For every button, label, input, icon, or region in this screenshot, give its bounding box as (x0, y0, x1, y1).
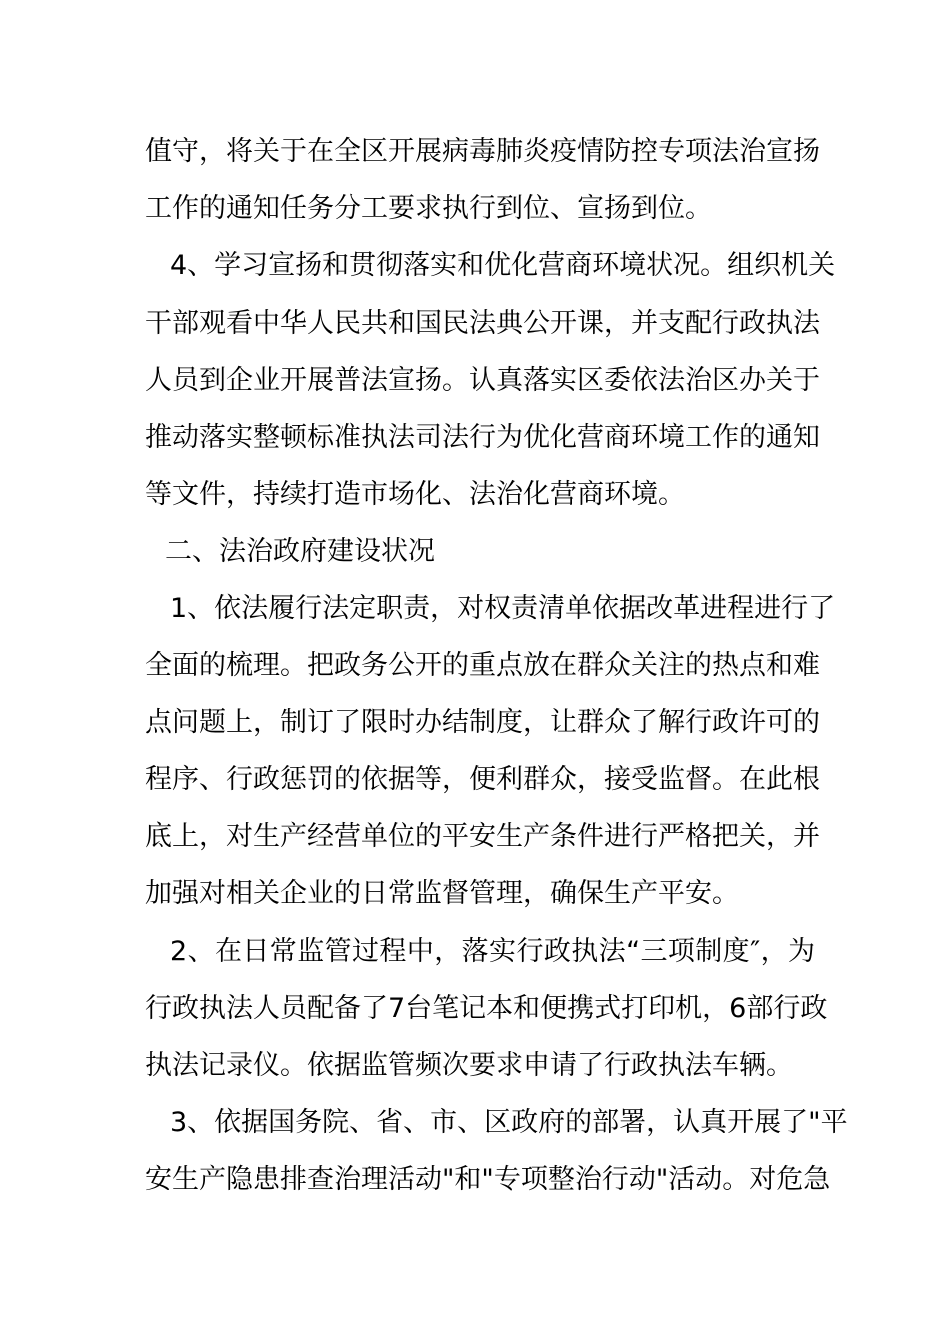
text-line: 人员到企业开展普法宣扬。认真落实区委依法治区办关于 (145, 365, 820, 396)
text-line: 2、在日常监管过程中，落实行政执法“三项制度″，为 (170, 936, 815, 967)
text-line: 1、依法履行法定职责，对权责清单依据改革进程进行了 (170, 593, 836, 624)
text-line: 底上，对生产经营单位的平安生产条件进行严格把关，并 (145, 821, 820, 852)
text-line: 程序、行政惩罚的依据等，便利群众，接受监督。在此根 (145, 764, 820, 795)
text-line: 3、依据国务院、省、市、区政府的部署，认真开展了"平 (170, 1107, 848, 1138)
section-heading: 二、法治政府建设状况 (165, 536, 435, 567)
text-line: 工作的通知任务分工要求执行到位、宣扬到位。 (145, 193, 712, 224)
text-line: 推动落实整顿标准执法司法行为优化营商环境工作的通知 (145, 422, 820, 453)
text-line: 安生产隐患排查治理活动"和"专项整治行动"活动。对危急 (145, 1164, 831, 1195)
text-line: 干部观看中华人民共和国民法典公开课，并支配行政执法 (145, 308, 820, 339)
text-line: 4、学习宣扬和贯彻落实和优化营商环境状况。组织机关 (170, 250, 836, 281)
text-line: 点问题上，制订了限时办结制度，让群众了解行政许可的 (145, 707, 820, 738)
text-line: 执法记录仪。依据监管频次要求申请了行政执法车辆。 (145, 1050, 793, 1081)
text-line: 加强对相关企业的日常监督管理，确保生产平安。 (145, 878, 739, 909)
text-line: 行政执法人员配备了7台笔记本和便携式打印机，6部行政 (145, 993, 828, 1024)
text-line: 等文件，持续打造市场化、法治化营商环境。 (145, 479, 685, 510)
text-line: 值守，将关于在全区开展病毒肺炎疫情防控专项法治宣扬 (145, 136, 820, 167)
text-line: 全面的梳理。把政务公开的重点放在群众关注的热点和难 (145, 650, 820, 681)
